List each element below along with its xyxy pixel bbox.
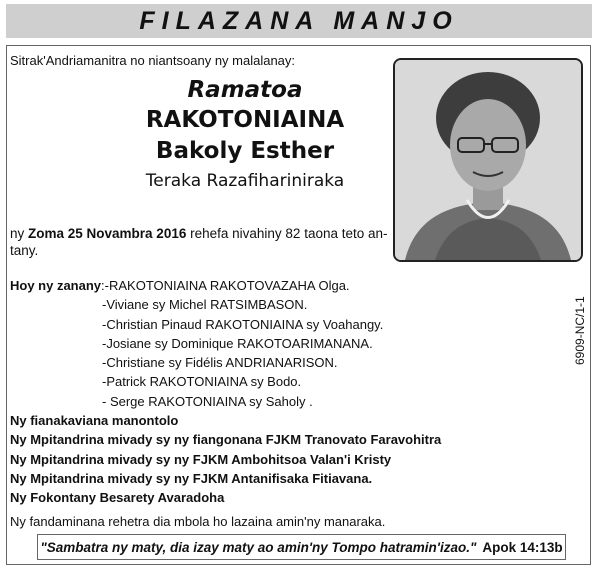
closing-text: Ny fandaminana rehetra dia mbola ho lazaina amin'ny manaraka. [10, 514, 386, 529]
intro-text: Sitrak'Andriamanitra no niantsoany ny malalanay: [10, 53, 296, 68]
deceased-surname: RAKOTONIAINA [145, 107, 345, 133]
deceased-honorific: Ramatoa [187, 77, 303, 103]
family-group-line: Ny fianakaviana manontolo [10, 413, 179, 428]
child-entry: -Viviane sy Michel RATSIMBASON. [102, 297, 308, 313]
portrait-photo [393, 58, 583, 262]
verse-reference: Apok 14:13b [482, 539, 563, 555]
page-title: FILAZANA MANJO [139, 6, 459, 35]
deceased-name-block [100, 75, 390, 194]
child-entry: - Serge RAKOTONIAINA sy Saholy . [102, 393, 313, 409]
death-prefix: ny [10, 226, 29, 241]
family-groups [10, 411, 441, 507]
verse-quote: "Sambatra ny maty, dia izay maty ao amin'ny Tompo hatramin'izao." [40, 539, 477, 555]
death-suffix: rehefa nivahiny 82 taona teto an-tany. [10, 226, 388, 258]
deceased-given-names: Bakoly Esther [155, 138, 335, 164]
family-group-line: Ny Mpitandrina mivady sy ny FJKM Antanifisaka Fitiavana. [10, 470, 373, 486]
death-statement [10, 225, 390, 259]
child-entry: -Josiane sy Dominique RAKOTOARIMANANA. [102, 335, 373, 351]
children-list [10, 276, 383, 411]
child-entry: -Christiane sy Fidélis ANDRIANARISON. [102, 355, 338, 371]
reference-code: 6909-NC/1-1 [573, 296, 587, 365]
death-date: Zoma 25 Novambra 2016 [28, 226, 187, 241]
bible-verse-box [37, 534, 566, 560]
children-label: Hoy ny zanany [10, 278, 102, 293]
family-group-line: Ny Fokontany Besarety Avaradoha [10, 490, 225, 506]
header-band [6, 4, 592, 38]
portrait-photo-icon [395, 60, 581, 260]
child-entry: :-RAKOTONIAINA RAKOTOVAZAHA Olga. [101, 278, 350, 293]
family-group-line: Ny Mpitandrina mivady sy ny FJKM Ambohitsoa Valan'i Kristy [10, 451, 392, 467]
family-group-line: Ny Mpitandrina mivady sy ny fiangonana FJKM Tranovato Faravohitra [10, 432, 442, 448]
child-entry: -Patrick RAKOTONIAINA sy Bodo. [102, 374, 302, 390]
child-entry: -Christian Pinaud RAKOTONIAINA sy Voahangy. [102, 316, 384, 332]
deceased-spouse-line: Teraka Razafihariniraka [145, 171, 345, 191]
children-first-row [10, 276, 383, 295]
